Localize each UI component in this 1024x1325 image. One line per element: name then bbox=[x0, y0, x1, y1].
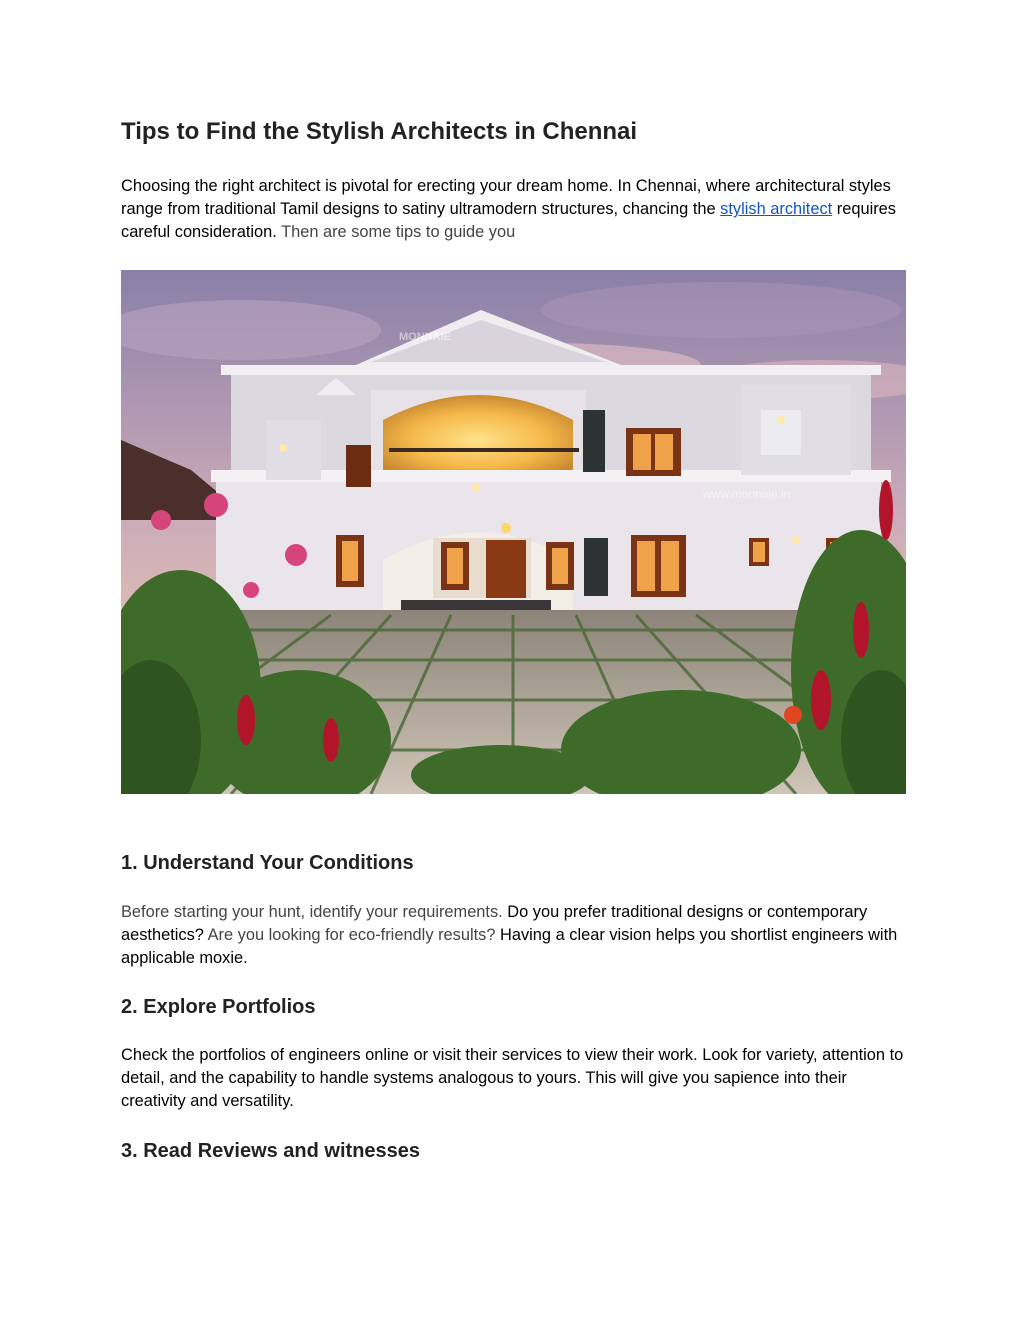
section-1-text-d: Having a clear vision helps you shortlist engineers with applicable moxie. bbox=[121, 926, 898, 968]
intro-text: Choosing the right architect is pivotal for erecting your dream home. In Chennai, where architectural styles range from traditional Tamil designs to satiny ultramodern structures, chancing the bbox=[121, 177, 891, 219]
section-1-text-a: Before starting your hunt, identify your requirements. bbox=[121, 903, 503, 921]
house-illustration bbox=[121, 270, 906, 794]
page-title: Tips to Find the Stylish Architects in Chennai bbox=[121, 118, 638, 145]
section-heading-2: 2. Explore Portfolios bbox=[121, 996, 316, 1018]
section-1-text-c: Are you looking for eco-friendly results? bbox=[203, 926, 496, 945]
section-1-text-b: Do you prefer traditional designs or contemporary aesthetics? bbox=[121, 903, 868, 945]
photo-watermark-brand: MONNAIE bbox=[399, 331, 451, 343]
intro-text-cont: requires careful consideration. bbox=[121, 200, 896, 242]
section-paragraph-2: Check the portfolios of engineers online or visit their services to view their work. Look for variety, attention to detail, and the capability to handle systems analogous to yours. This will give you sapience into their creativity and versatility. bbox=[121, 1046, 904, 1111]
intro-text-tail: Then are some tips to guide you bbox=[276, 223, 516, 242]
photo-watermark-url: www.monnaie.in bbox=[703, 487, 791, 501]
intro-paragraph bbox=[121, 175, 906, 245]
section-paragraph-1 bbox=[121, 901, 906, 971]
section-heading-1: 1. Understand Your Conditions bbox=[121, 852, 414, 874]
section-heading-3: 3. Read Reviews and witnesses bbox=[121, 1140, 421, 1162]
stylish-architect-link[interactable]: stylish architect bbox=[720, 200, 833, 219]
house-photo bbox=[121, 270, 906, 794]
